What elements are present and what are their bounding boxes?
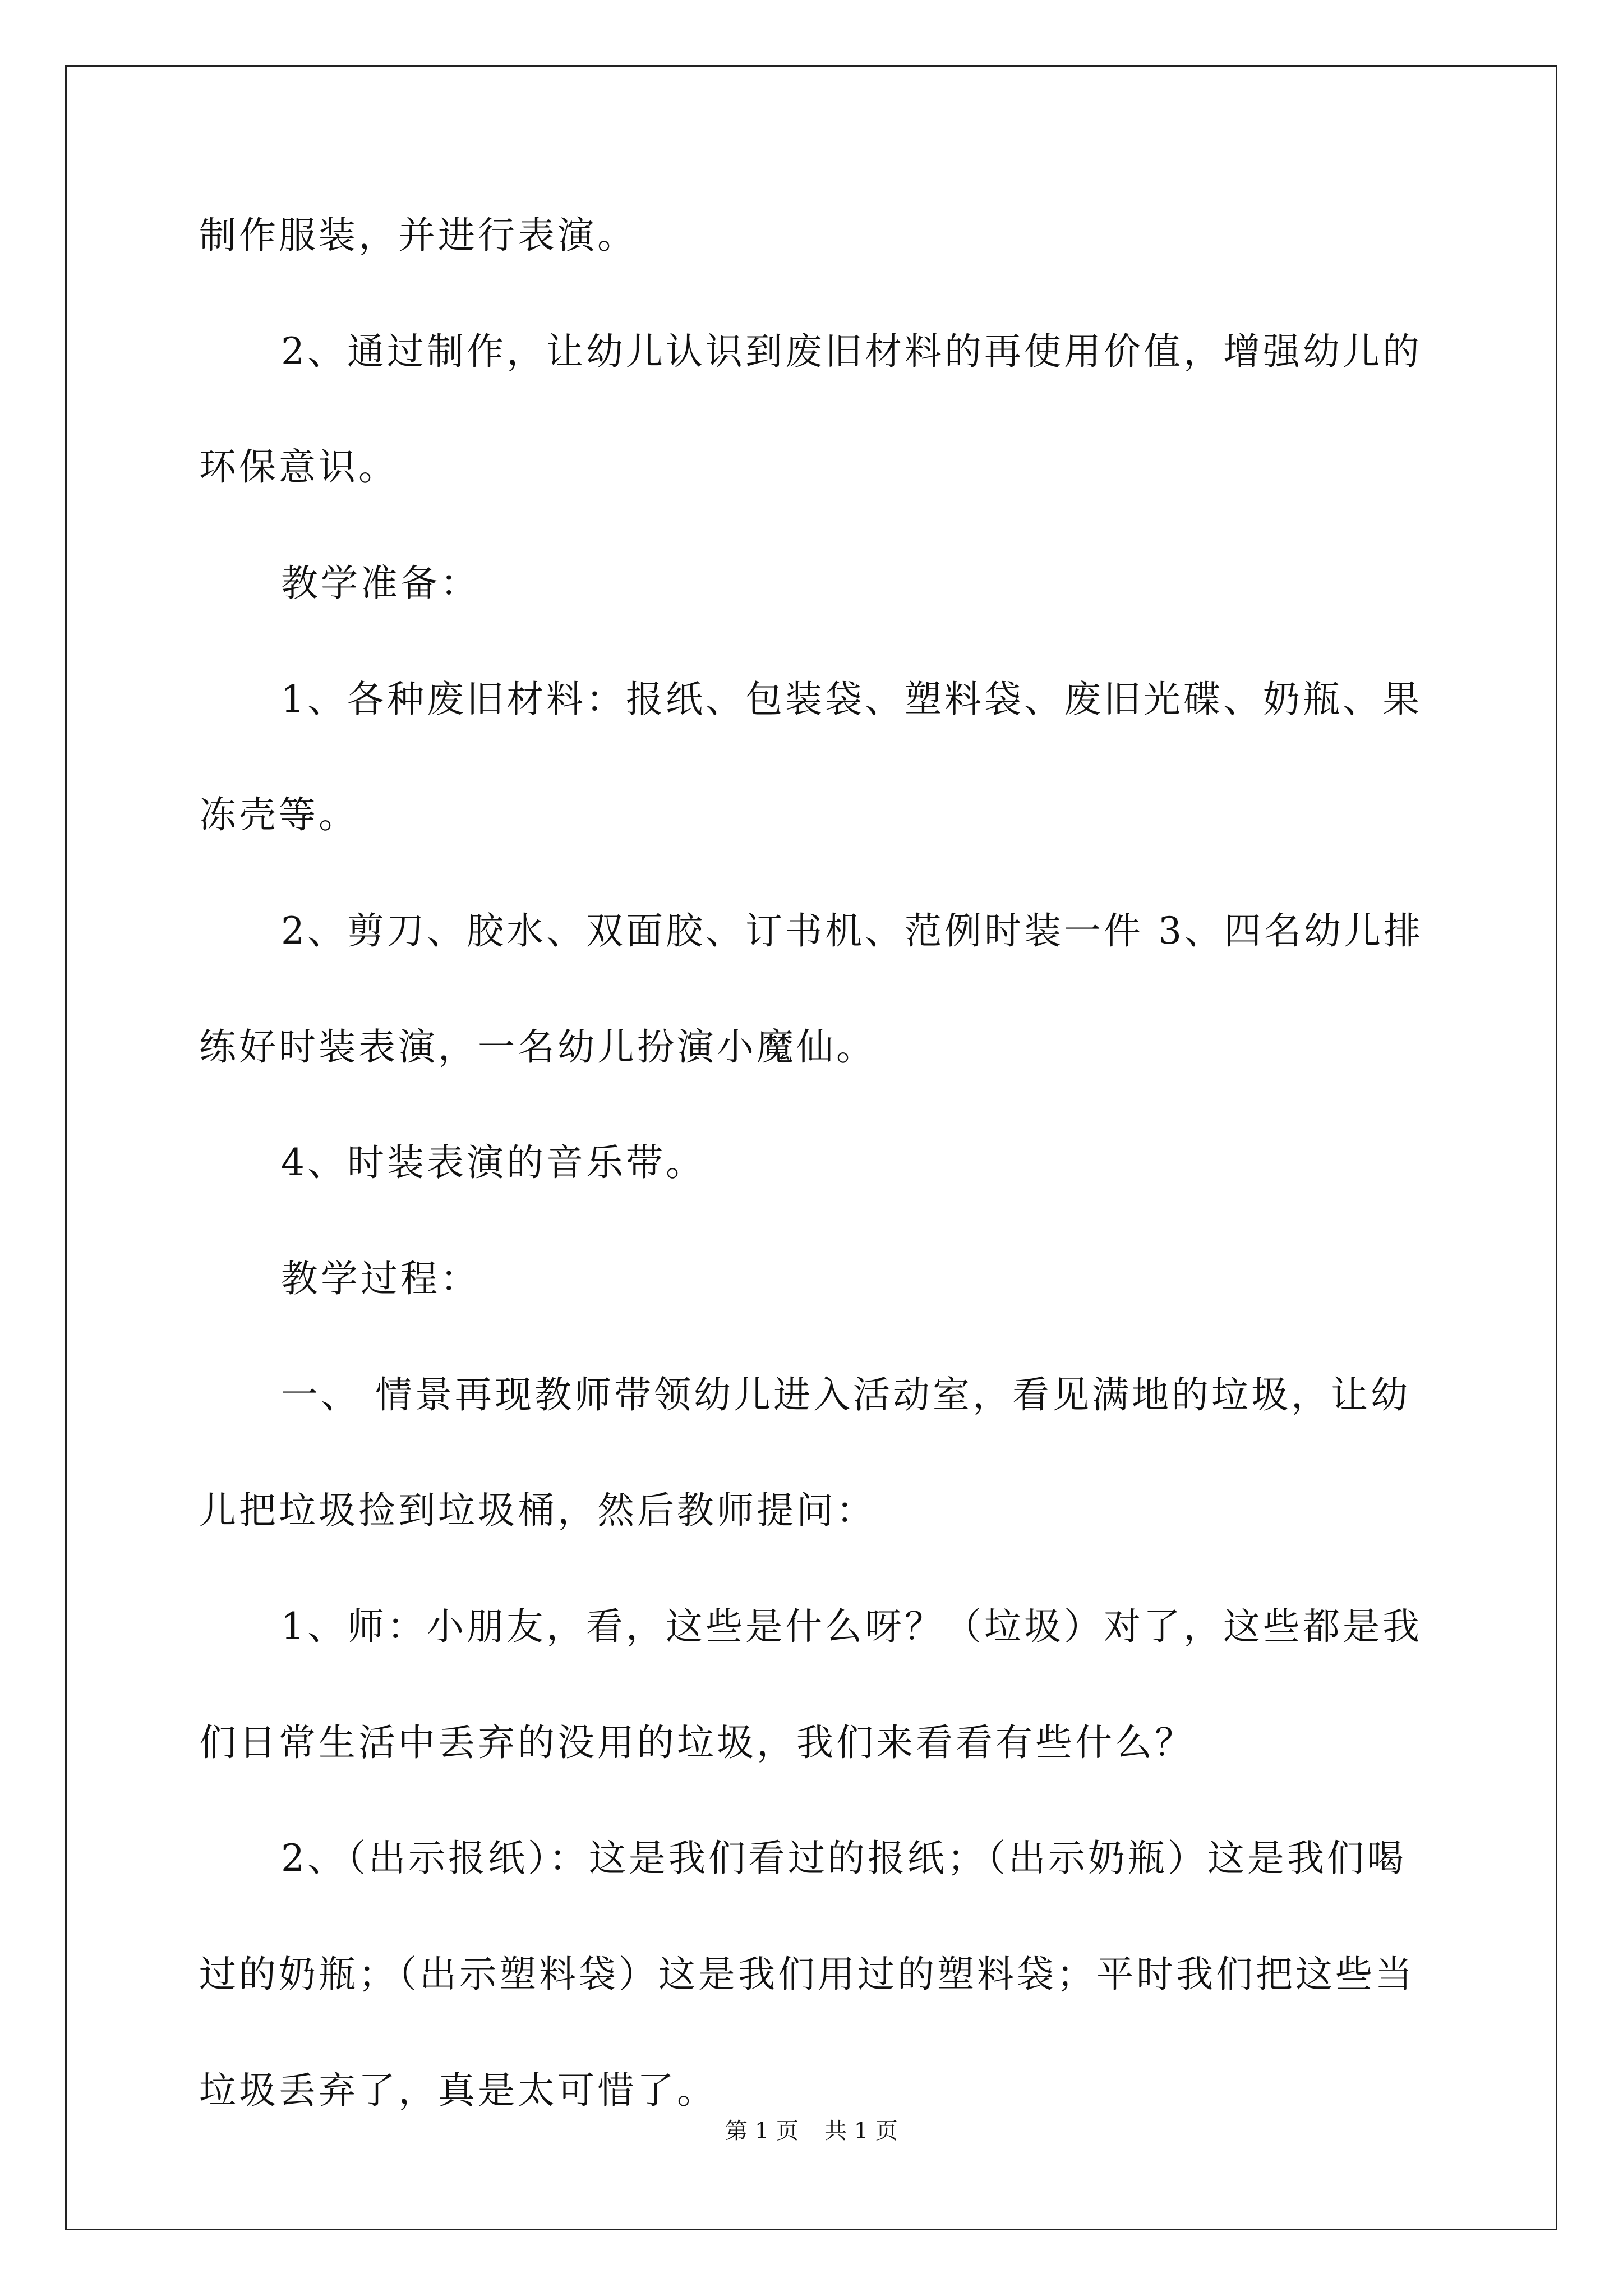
text-line: 冻壳等。 <box>199 793 358 836</box>
text-line: 们日常生活中丢弃的没用的垃圾，我们来看看有些什么？ <box>199 1721 1195 1764</box>
page-total: 共 1 页 <box>824 2118 898 2144</box>
text-line: 一、 情景再现教师带领幼儿进入活动室，看见满地的垃圾，让幼 <box>281 1373 1410 1416</box>
page-footer <box>0 2118 1623 2145</box>
section-heading: 教学准备： <box>281 562 480 605</box>
text-line: 制作服装，并进行表演。 <box>199 214 637 257</box>
text-line: 环保意识。 <box>199 445 398 489</box>
text-line: 1、各种废旧材料：报纸、包装袋、塑料袋、废旧光碟、奶瓶、果 <box>281 678 1422 721</box>
text-line: 4、时装表演的音乐带。 <box>281 1141 706 1184</box>
page-number: 第 1 页 <box>725 2118 799 2144</box>
text-line: 垃圾丢弃了，真是太可惜了。 <box>199 2069 717 2112</box>
text-line: 2、（出示报纸）：这是我们看过的报纸；（出示奶瓶）这是我们喝 <box>281 1837 1407 1880</box>
text-line: 1、师：小朋友，看，这些是什么呀？（垃圾）对了，这些都是我 <box>281 1605 1422 1648</box>
text-line: 儿把垃圾捡到垃圾桶，然后教师提问： <box>199 1489 876 1532</box>
text-line: 过的奶瓶；（出示塑料袋）这是我们用过的塑料袋；平时我们把这些当 <box>199 1953 1415 1996</box>
section-heading: 教学过程： <box>281 1257 480 1300</box>
text-line: 2、剪刀、胶水、双面胶、订书机、范例时装一件 3、四名幼儿排 <box>281 909 1423 953</box>
text-line: 练好时装表演，一名幼儿扮演小魔仙。 <box>199 1025 876 1069</box>
text-line: 2、通过制作，让幼儿认识到废旧材料的再使用价值，增强幼儿的 <box>281 330 1422 373</box>
